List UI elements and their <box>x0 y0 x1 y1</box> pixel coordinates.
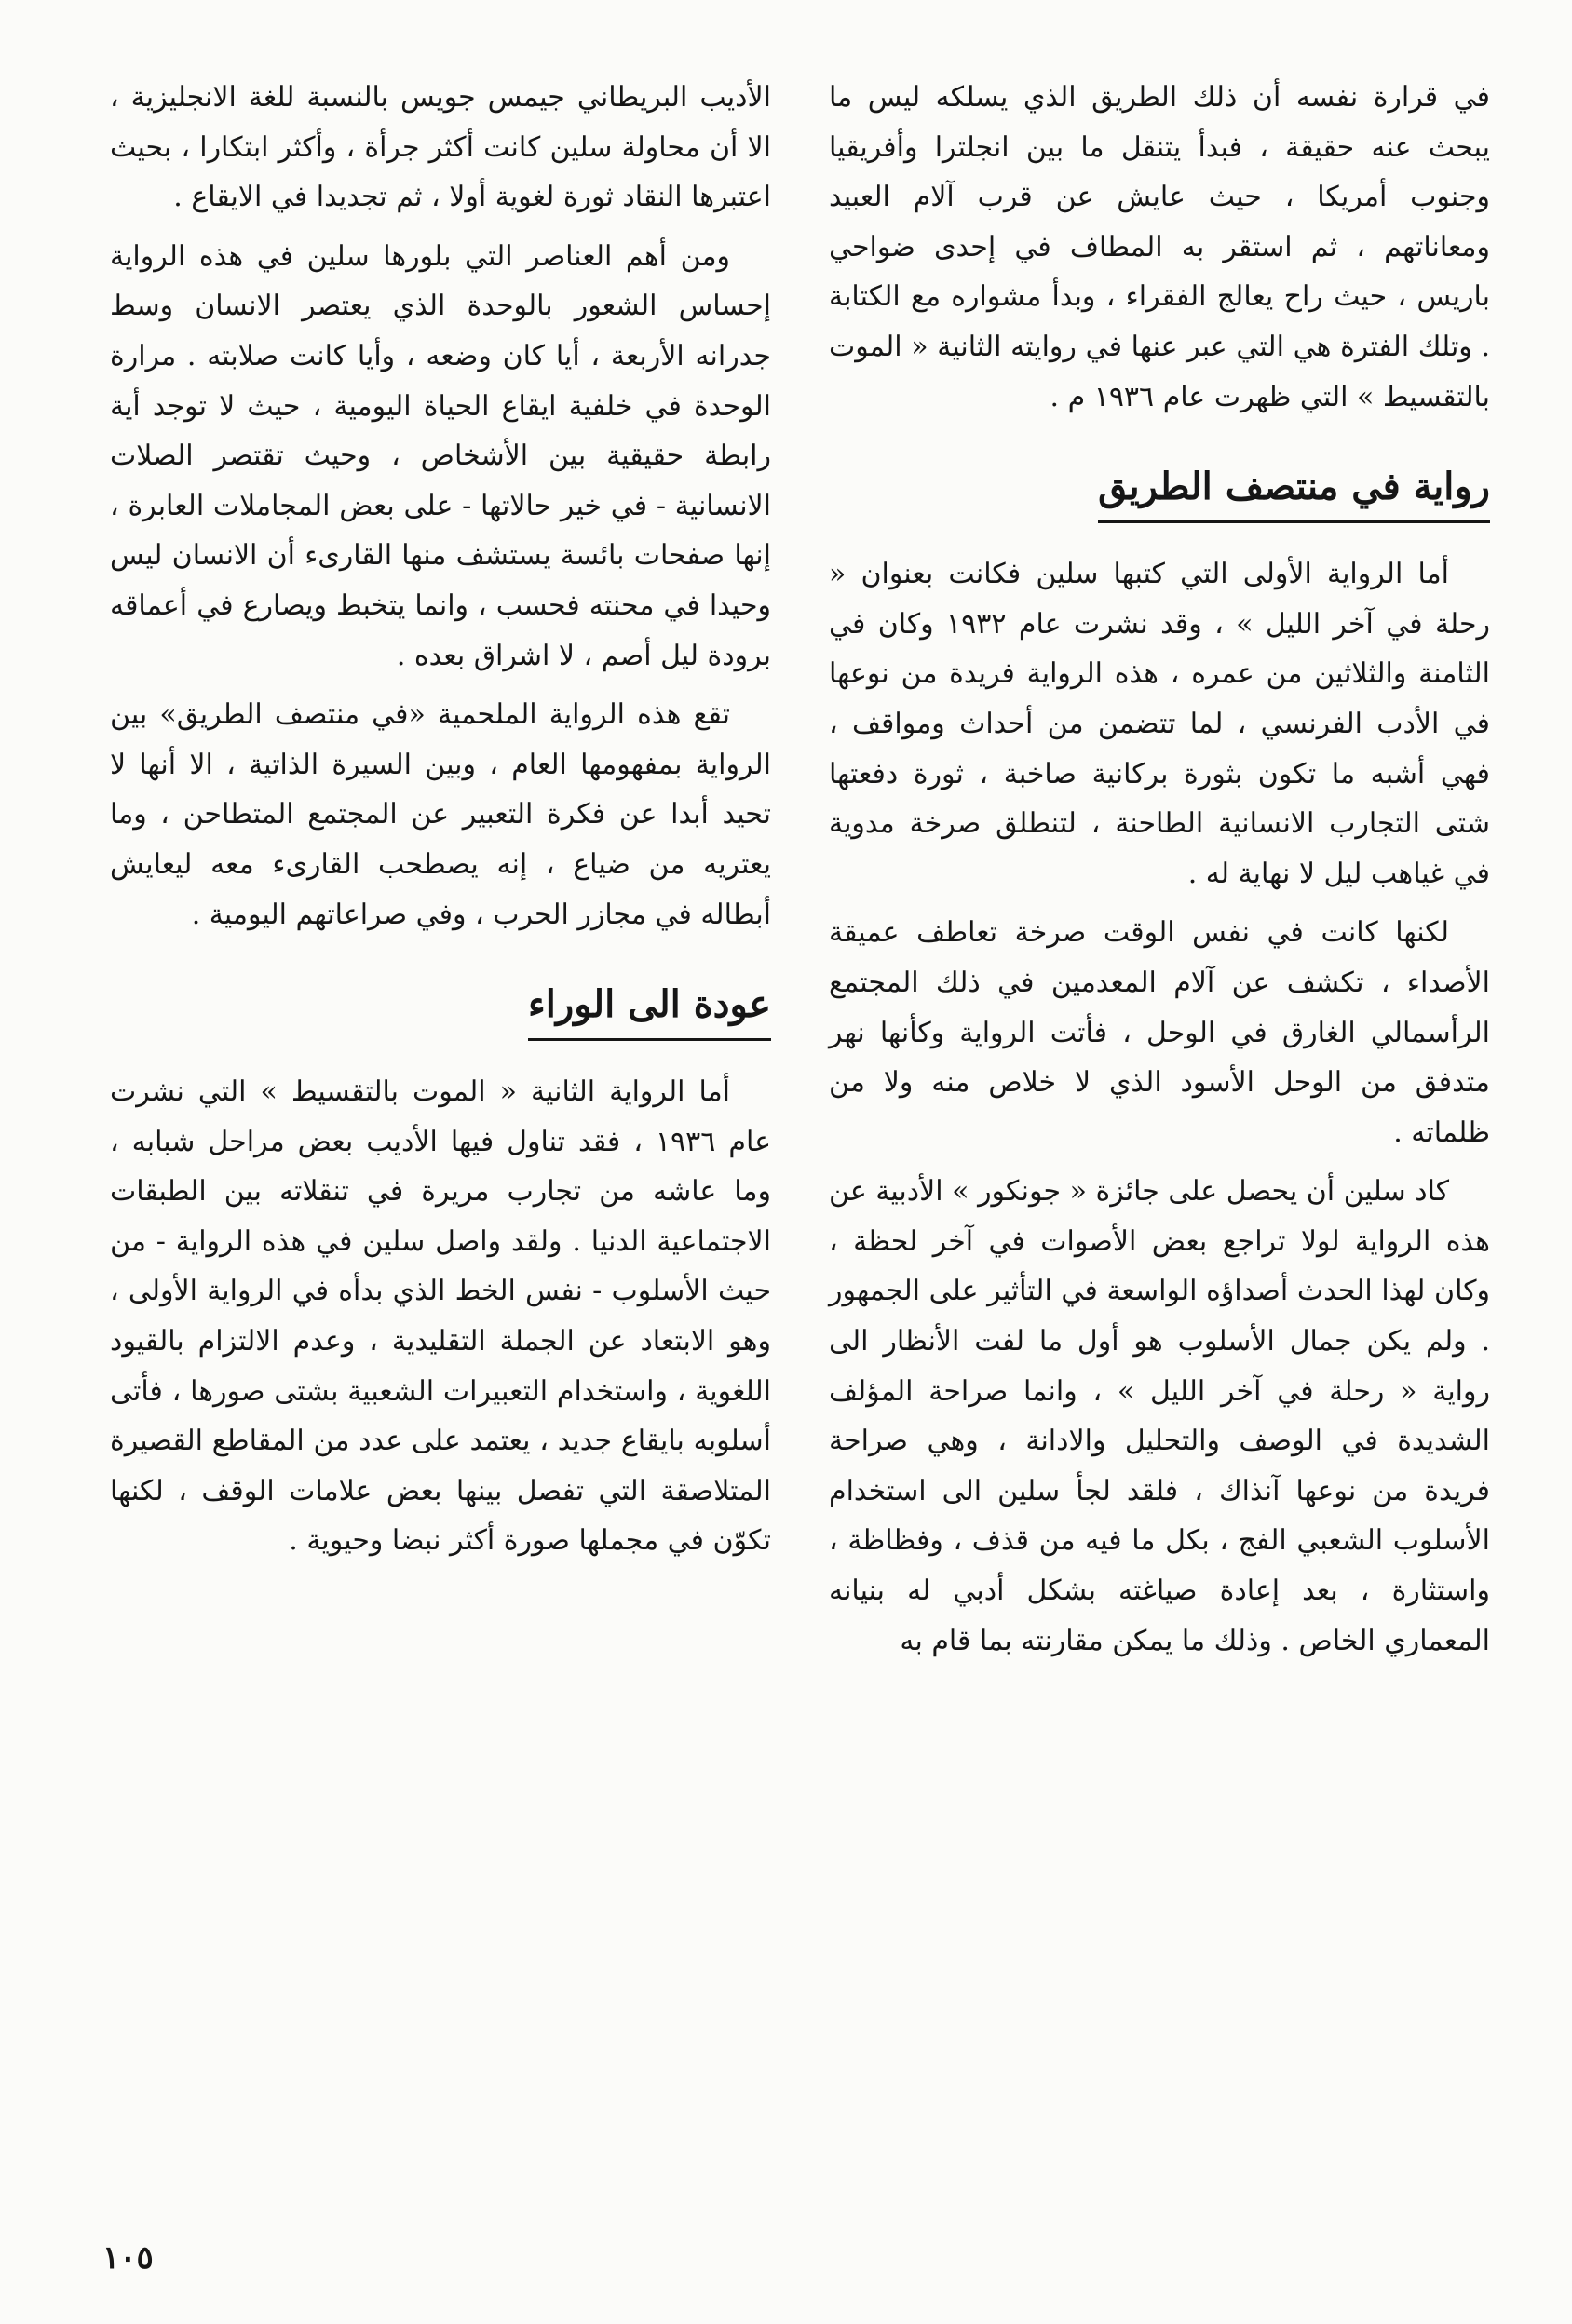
section-heading-middle-of-road: رواية في منتصف الطريق <box>1098 459 1490 523</box>
page-number: ١٠٥ <box>102 2239 154 2277</box>
right-paragraph-2: أما الرواية الأولى التي كتبها سلين فكانت بعنوان « رحلة في آخر الليل » ، وقد نشرت عام ١٩٣٢ وكان في الثامنة والثلاثين من عمره ، هذه الرواية فريدة من نوعها في الأدب الفرنسي ، لما تتضمن من أحداث ومواقف ، فهي أشبه ما تكون بثورة بركانية صاخبة ، ثورة دفعتها شتى التجارب الانسانية الطاحنة ، لتنطلق صرخة مدوية في غياهب ليل لا نهاية له . <box>829 558 1491 890</box>
right-heading-row <box>829 422 1490 549</box>
right-paragraph-3: لكنها كانت في نفس الوقت صرخة تعاطف عميقة الأصداء ، تكشف عن آلام المعدمين في ذلك المجتمع الرأسمالي الغارق في الوحل ، فأتت الرواية وكأنها نهر متدفق من الوحل الأسود الذي لا خلاص منه ولا من ظلماته . <box>829 916 1491 1149</box>
right-paragraph-1: في قرارة نفسه أن ذلك الطريق الذي يسلكه ليس ما يبحث عنه حقيقة ، فبدأ يتنقل ما بين انجلترا وأفريقيا وجنوب أمريكا ، حيث عايش عن قرب آلام العبيد ومعاناتهم ، ثم استقر به المطاف في إحدى ضواحي باريس ، حيث راح يعالج الفقراء ، وبدأ مشواره مع الكتابة . وتلك الفترة هي التي عبر عنها في روايته الثانية « الموت بالتقسيط » التي ظهرت عام ١٩٣٦ م . <box>829 81 1490 413</box>
left-column <box>110 73 771 1566</box>
left-paragraph-2: ومن أهم العناصر التي بلورها سلين في هذه الرواية إحساس الشعور بالوحدة الذي يعتصر الانسان وسط جدرانه الأربعة ، أيا كان وضعه ، وأيا كانت صلابته . مرارة الوحدة في خلفية ايقاع الحياة اليومية ، حيث لا توجد أية رابطة حقيقية بين الأشخاص ، وحيث تقتصر الصلات الانسانية - في خير حالاتها - على بعض المجاملات العابرة ، إنها صفحات بائسة يستشف منها القارىء أن الانسان ليس وحيدا في محنته فحسب ، وانما يتخبط ويصارع في أعماقه برودة ليل أصم ، لا اشراق بعده . <box>110 239 772 672</box>
left-paragraph-3: تقع هذه الرواية الملحمية «في منتصف الطريق» بين الرواية بمفهومها العام ، وبين السيرة الذاتية ، الا أنها لا تحيد أبدا عن فكرة التعبير عن المجتمع المتطاحن ، وما يعتريه من ضياع ، إنه يصطحب القارىء معه ليعايش أبطاله في مجازر الحرب ، وفي صراعاتهم اليومية . <box>110 698 771 931</box>
left-heading-row <box>110 939 771 1067</box>
right-column <box>829 73 1490 1666</box>
left-paragraph-4: أما الرواية الثانية « الموت بالتقسيط » التي نشرت عام ١٩٣٦ ، فقد تناول فيها الأديب بعض مراحل شبابه ، وما عاشه من تجارب مريرة في تنقلاته بين الطبقات الاجتماعية الدنيا . ولقد واصل سلين في هذه الرواية - من حيث الأسلوب - نفس الخط الذي بدأه في الرواية الأولى ، وهو الابتعاد عن الجملة التقليدية ، وعدم الالتزام بالقيود اللغوية ، واستخدام التعبيرات الشعبية بشتى صورها ، فأتى أسلوبه بايقاع جديد ، يعتمد على عدد من المقاطع القصيرة المتلاصقة التي تفصل بينها بعض علامات الوقف ، لكنها تكوّن في مجملها صورة أكثر نبضا وحيوية . <box>110 1075 771 1558</box>
right-paragraph-4: كاد سلين أن يحصل على جائزة « جونكور » الأدبية عن هذه الرواية لولا تراجع بعض الأصوات في آخر لحظة ، وكان لهذا الحدث أصداؤه الواسعة في التأثير على الجمهور . ولم يكن جمال الأسلوب هو أول ما لفت الأنظار الى رواية « رحلة في آخر الليل » ، وانما صراحة المؤلف الشديدة في الوصف والتحليل والادانة ، وهي صراحة فريدة من نوعها آنذاك ، فلقد لجأ سلين الى استخدام الأسلوب الشعبي الفج ، بكل ما فيه من قذف ، وفظاظة ، واستثارة ، بعد إعادة صياغته بشكل أدبي له بنيانه المعماري الخاص . وذلك ما يمكن مقارنته بما قام به <box>829 1175 1490 1657</box>
left-paragraph-1: الأديب البريطاني جيمس جويس بالنسبة للغة الانجليزية ، الا أن محاولة سلين كانت أكثر جرأة ، وأكثر ابتكارا ، بحيث اعتبرها النقاد ثورة لغوية أولا ، ثم تجديدا في الايقاع . <box>110 81 771 214</box>
section-heading-going-back: عودة الى الوراء <box>528 977 771 1041</box>
